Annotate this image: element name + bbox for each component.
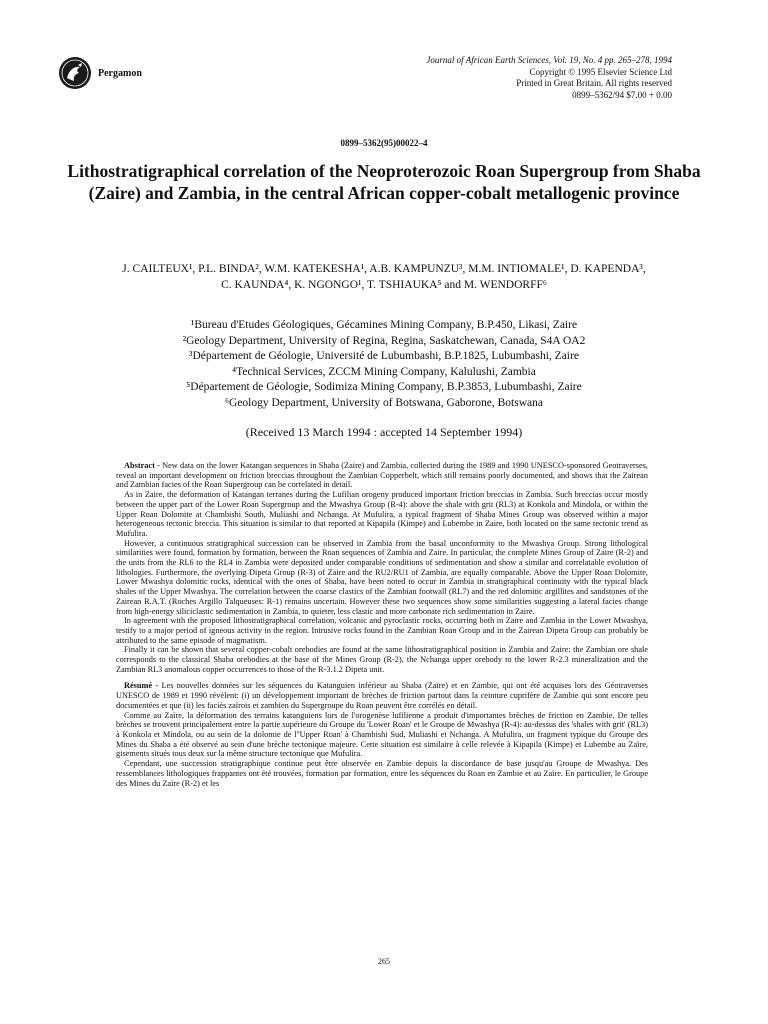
affiliation-line: ⁵Département de Géologie, Sodimiza Mining Company, B.P.3853, Lubumbashi, Zaire xyxy=(186,381,582,394)
affiliation-line: ¹Bureau d'Etudes Géologiques, Gécamines Mining Company, B.P.450, Likasi, Zaire xyxy=(190,319,578,331)
author-line: C. KAUNDA⁴, K. NGONGO¹, T. TSHIAUKA⁵ and M. WENDORFF⁶ xyxy=(221,279,547,291)
affiliation-line: ²Geology Department, University of Regina, Regina, Saskatchewan, Canada, S4A OA2 xyxy=(182,334,586,347)
abstract-paragraph: However, a continuous stratigraphical succession can be observed in Zambia from the basal unconformity to the Mwashya Group. Strong lithological similarities were found, formation by formation, between the Roan sequences of Zambia and Zaire. In particular, the complete Mines Group of Zaire (R-2) and the units from the RL6 to the RL4 in Zambia were deposited under comparable conditions of sedimentation and show a similar and correlatable evolution of lithologies. Furthermore, the overlying Dipeta Group (R-3) of Zaire and the RU2/RU1 of Zambia, are equally comparable. Above the Upper Roan Dolomite, Lower Mwashya dolomitic rocks, identical with the ones of Shaba, have been noted to occur in Zambia in stratigraphical continuity with the typical black shales of the Upper Mwashya. The correlation between the coarse clastics of the Zambian footwall (RL7) and the red dolomitic argillites and sandstones of the Zairean R.A.T. (Roches Argillo Talqueuses: R-1) remains uncertain. However these two sequences show some similarities suggesting a lateral facies change from high-energy siliciclastic sedimentation in Zambia, to quieter, less clastic and more carbonate rich sedimentation in Zaire. xyxy=(116,538,648,616)
affiliation-line: ⁴Technical Services, ZCCM Mining Company, Kalulushi, Zambia xyxy=(232,365,536,378)
affiliation-line: ³Département de Géologie, Université de Lubumbashi, B.P.1825, Lubumbashi, Zaire xyxy=(189,350,579,363)
publisher-name: Pergamon xyxy=(98,67,142,79)
affiliation-line: ⁶Geology Department, University of Botswana, Gaborone, Botswana xyxy=(225,396,543,409)
abstract-paragraph: As in Zaire, the deformation of Katangan terranes during the Lufilian orogeny produced important friction breccias in Zambia. Such breccias occur mostly between the upper part of the Lower Roan Supergroup and the Mwashya Group (R-4): above the shale with grit (RL3) at Konkola and Mindola, or within the Upper Roan Dolomite at Chambishi South, Muliashi and Nchanga. At Mufulira, a typical fragment of Shaba Mines Group was observed within a major heterogeneous tectonic breccia. This situation is similar to that reported at Kipapila (Kimpe) and Lubembe in Zaire, both located on the same tectonic trend as Mufulira. xyxy=(116,490,648,538)
abstract-label: Abstract - xyxy=(124,461,160,470)
abstract-body xyxy=(116,461,648,788)
copyright-line: Copyright © 1995 Elsevier Science Ltd xyxy=(529,66,672,77)
abstract-paragraph: Abstract - New data on the lower Katangan sequences in Shaba (Zaire) and Zambia, collected during the 1989 and 1990 UNESCO-sponsored Geotraverses, reveal an important development on friction breccias throughout the Zambian Copperbelt, which still remains poorly documented, and shows that the Zairean and Zambian facies of the Roan Supergroup can be correlated in detail. xyxy=(116,461,648,490)
page-number: 265 xyxy=(378,957,390,966)
abstract-paragraph: In agreement with the proposed lithostratigraphical correlation, volcanic and pyroclastic rocks, occurring both in Zaire and Zambia in the Lower Mwashya, testify to a major period of igneous activity in the region. Intrusive rocks found in the Zambian Roan Group and in the Zairean Dipeta Group can probably be attributed to the same episode of magmatism. xyxy=(116,616,648,645)
affiliation-list xyxy=(40,318,728,412)
article-doi: 0899–5362(95)00022–4 xyxy=(340,138,428,148)
abstract-paragraph: Finally it can be shown that several copper-cobalt orebodies are found at the same lithostratigraphical position in Zambia and Zaire: the Zambian ore shale corresponds to the classical Shaba orebodies at the base of the Mines Group (R-2), the Nchanga upper orebody to the lower R-2.3 mineralization and the Zambian RL3 anomalous copper occurrences to those of the R-3.1.2 Dipeta unit. xyxy=(116,645,648,674)
publisher-block xyxy=(58,56,142,90)
resume-paragraph: Résumé - Les nouvelles données sur les séquences du Katanguien inférieur au Shaba (Zaïre) et en Zambie, qui ont été acquises lors des Géotraverses UNESCO de 1989 et 1990 révèlent: (i) un développement important de brèches de friction partout dans la ceinture cuprifère de Zambie qui sont encore peu documentées et que (ii) les faciès zaïrois et zambien du Supergroupe du Roan peuvent être corrélés en détail. xyxy=(116,681,649,710)
received-dates: (Received 13 March 1994 : accepted 14 September 1994) xyxy=(245,425,523,439)
journal-info xyxy=(426,55,672,101)
printed-line: Printed in Great Britain. All rights reserved xyxy=(516,78,672,88)
article-title: Lithostratigraphical correlation of the Neoproterozoic Roan Supergroup from Shaba (Zaire) and Zambia, in the central African copper-cobalt metallogenic province xyxy=(67,161,701,203)
pergamon-logo-icon xyxy=(58,56,92,90)
resume-label: Résumé - xyxy=(124,681,159,691)
author-list xyxy=(40,261,728,293)
journal-citation: Journal of African Earth Sciences, Vol. 19, No. 4 pp. 265–278, 1994 xyxy=(426,55,672,65)
resume-paragraph: Cependant, une succession stratigraphique continue peut être observée en Zambie depuis la discordance de base jusqu'au Groupe de Mwashya. Des ressemblances lithologiques frappantes ont été trouvées, formation par formation, entre les séquences du Roan en Zambie et au Zaïre. En particulier, le Groupe des Mines du Zaïre (R-2) et les xyxy=(116,759,648,788)
issn-line: 0899–5362/94 $7.00 + 0.00 xyxy=(572,89,672,100)
resume-paragraph: Comme au Zaïre, la déformation des terrains katanguiens lors de l'orogenèse lufilienne a produit d'importantes brèches de friction en Zambie. De telles brèches se trouvent principalement entre la partie supérieure du Groupe du 'Lower Roan' et le Groupe de Mwashya (R-4): au-dessus des 'shales with grit' (RL3) à Konkola et Mindola, ou au sein de la dolomie de l''Upper Roan' à Chambishi Sud, Muliashi et Nchanga. A Mufulira, un fragment typique du Groupe des Mines du Shaba a été observé au sein d'une brèche tectonique majeure. Cette situation est similaire à celle relevée à Kipapila (Kimpe) et Lubembe au Zaïre, gisements situés tous deux sur la même structure tectonique que Mufulira. xyxy=(116,710,648,759)
author-line: J. CAILTEUX¹, P.L. BINDA², W.M. KATEKESHA¹, A.B. KAMPUNZU³, M.M. INTIOMALE¹, D. KAPENDA³, xyxy=(122,263,646,275)
